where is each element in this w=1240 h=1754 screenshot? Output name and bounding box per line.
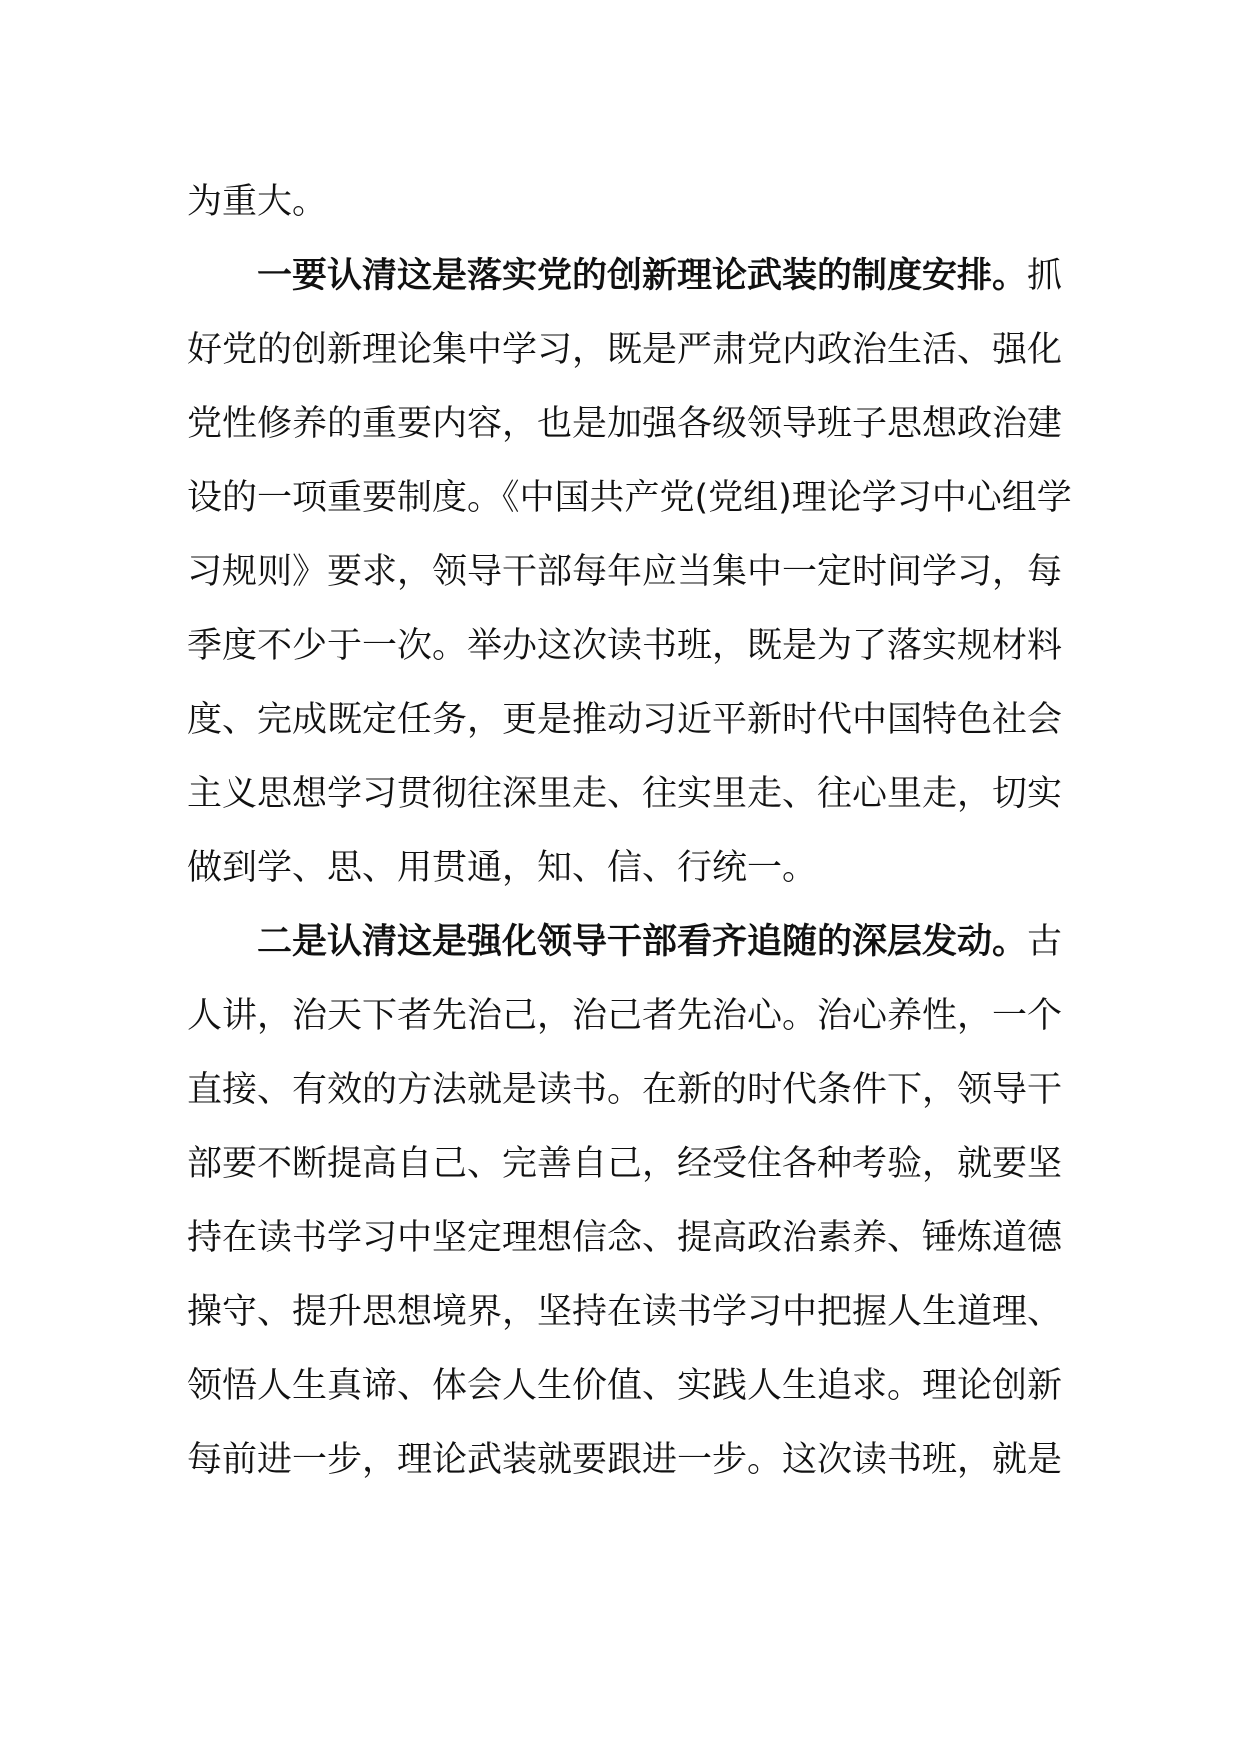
line-text: 操守、提升思想境界，坚持在读书学习中把握人生道理、 — [187, 1292, 1063, 1332]
text-line — [187, 165, 1057, 239]
line-text: 好党的创新理论集中学习，既是严肃党内政治生活、强化 — [187, 330, 1063, 370]
line-text: 人讲，治天下者先治己，治己者先治心。治心养性，一个 — [187, 996, 1063, 1036]
line-text: 古 — [1027, 922, 1063, 962]
line-text: 党性修养的重要内容，也是加强各级领导班子思想政治建 — [187, 404, 1063, 444]
line-text: 部要不断提高自己、完善自己，经受住各种考验，就要坚 — [187, 1144, 1063, 1184]
text-line — [187, 1201, 1063, 1275]
line-text: 领悟人生真谛、体会人生价值、实践人生追求。理论创新 — [187, 1366, 1063, 1406]
text-line — [187, 1349, 1063, 1423]
line-text: 季度不少于一次。举办这次读书班，既是为了落实规材料 — [187, 626, 1063, 666]
line-text: 持在读书学习中坚定理想信念、提高政治素养、锤炼道德 — [187, 1218, 1063, 1258]
text-line — [187, 1053, 1063, 1127]
bold-heading: 二是认清这是强化领导干部看齐追随的深层发动。 — [257, 922, 1028, 962]
line-text: 每前进一步，理论武装就要跟进一步。这次读书班，就是 — [187, 1440, 1063, 1480]
line-text: 为重大。 — [187, 182, 328, 222]
text-line — [187, 1423, 1063, 1497]
text-line — [187, 1127, 1063, 1201]
text-line — [187, 979, 1063, 1053]
line-text: 抓 — [1027, 256, 1063, 296]
body-text — [187, 165, 1072, 1497]
line-text: 直接、有效的方法就是读书。在新的时代条件下，领导干 — [187, 1070, 1063, 1110]
line-text: 习规则》要求，领导干部每年应当集中一定时间学习，每 — [187, 552, 1063, 592]
text-line — [187, 387, 1063, 461]
text-line — [187, 1275, 1063, 1349]
line-text: 主义思想学习贯彻往深里走、往实里走、往心里走，切实 — [187, 774, 1063, 814]
line-text: 度、完成既定任务，更是推动习近平新时代中国特色社会 — [187, 700, 1063, 740]
text-line — [187, 831, 1057, 905]
paragraph-heading-line — [187, 239, 1063, 313]
paragraph-heading-line — [187, 905, 1063, 979]
text-line — [187, 313, 1063, 387]
text-line — [187, 683, 1063, 757]
text-line — [187, 609, 1063, 683]
text-line — [187, 757, 1063, 831]
line-text: 设的一项重要制度。《中国共产党(党组)理论学习中心组学 — [187, 478, 1072, 518]
text-line — [187, 461, 1072, 535]
text-line — [187, 535, 1063, 609]
line-text: 做到学、思、用贯通，知、信、行统一。 — [187, 848, 818, 888]
bold-heading: 一要认清这是落实党的创新理论武装的制度安排。 — [257, 256, 1028, 296]
